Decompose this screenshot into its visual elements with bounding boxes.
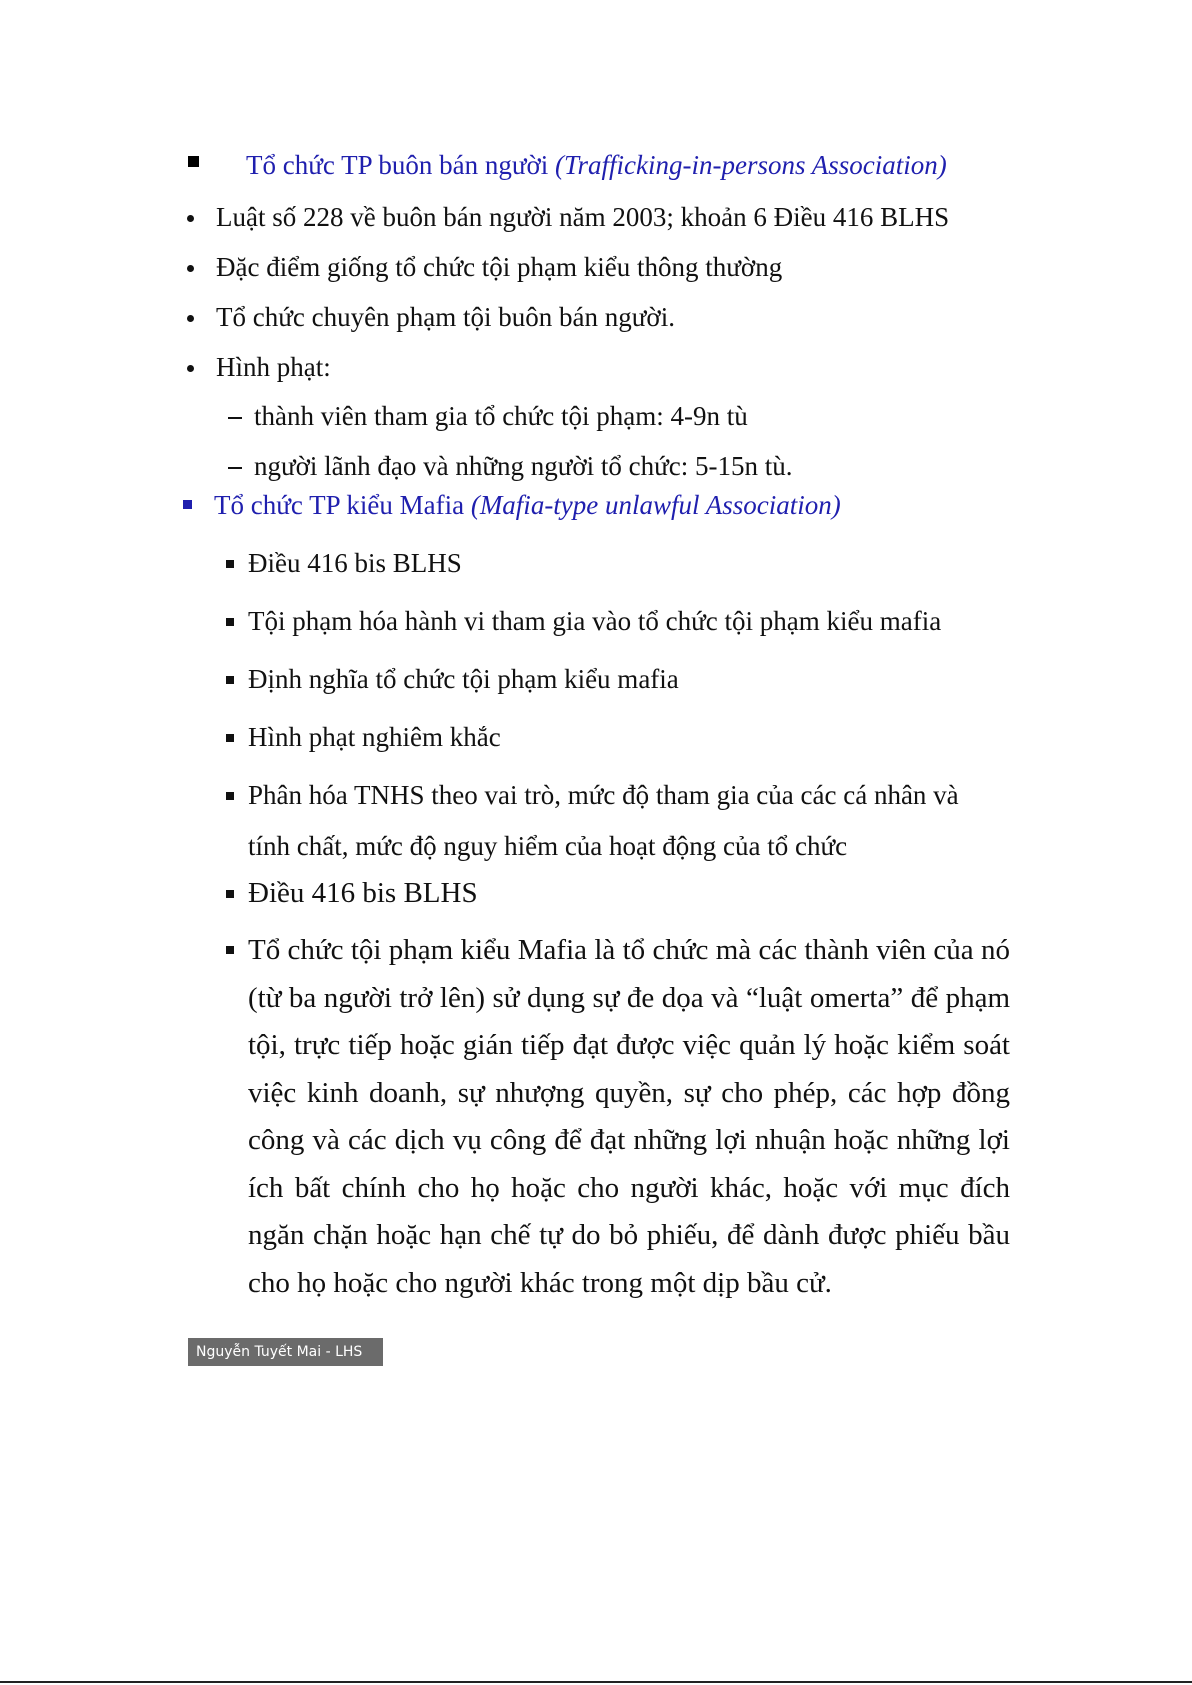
small-square-bullet-icon [226, 890, 234, 898]
heading-en: (Mafia-type unlawful Association) [470, 490, 841, 520]
section-heading-mafia [214, 488, 841, 522]
round-bullet-icon [187, 265, 194, 272]
small-square-bullet-icon [226, 946, 234, 954]
small-square-bullet-icon [226, 560, 234, 568]
small-square-bullet-icon [226, 734, 234, 742]
round-bullet-icon [187, 365, 194, 372]
item-text: Điều 416 bis BLHS [248, 548, 462, 578]
small-square-bullet-icon [226, 618, 234, 626]
item-text: Phân hóa TNHS theo vai trò, mức độ tham gia của các cá nhân và [248, 780, 959, 810]
definition-paragraph: Tổ chức tội phạm kiểu Mafia là tổ chức mà các thành viên của nó (từ ba người trở lên) sử dụng sự đe dọa và “luật omerta” để phạm tội, trực tiếp hoặc gián tiếp đạt được việc quản lý hoặc kiểm soát việc kinh doanh, sự nhượng quyền, sự cho phép, các hợp đồng công và các dịch vụ công để đạt những lợi nhuận hoặc những lợi ích bất chính cho họ hoặc cho người khác, hoặc với mục đích ngăn chặn hoặc hạn chế tự do bỏ phiếu, để dành được phiếu bầu cho họ hoặc cho người khác trong một dịp bầu cử. [248, 934, 1010, 1299]
bottom-divider [0, 1681, 1192, 1683]
square-bullet-icon [188, 156, 199, 167]
author-tag: Nguyễn Tuyết Mai - LHS [188, 1338, 383, 1366]
bullet-text: Luật số 228 về buôn bán người năm 2003; khoản 6 Điều 416 BLHS [216, 202, 950, 232]
dash-text: người lãnh đạo và những người tổ chức: 5-15n tù. [254, 451, 793, 481]
bullet-text: Đặc điểm giống tổ chức tội phạm kiểu thông thường [216, 252, 783, 282]
section-heading-trafficking [246, 148, 947, 182]
heading-vi: Tổ chức TP kiểu Mafia [214, 490, 465, 520]
item-text: Điều 416 bis BLHS [248, 877, 478, 909]
item-text: Hình phạt nghiêm khắc [248, 722, 501, 752]
dash-text: thành viên tham gia tổ chức tội phạm: 4-9n tù [254, 401, 748, 431]
small-square-bullet-icon [226, 792, 234, 800]
round-bullet-icon [187, 315, 194, 322]
round-bullet-icon [187, 215, 194, 222]
heading-vi: Tổ chức TP buôn bán người [246, 150, 549, 180]
heading-en: (Trafficking-in-persons Association) [555, 150, 947, 180]
item-text-continuation: tính chất, mức độ nguy hiểm của hoạt động của tổ chức [248, 831, 848, 861]
square-bullet-icon [183, 500, 192, 509]
item-text: Định nghĩa tổ chức tội phạm kiểu mafia [248, 664, 679, 694]
bullet-text: Hình phạt: [216, 352, 331, 382]
bullet-text: Tổ chức chuyên phạm tội buôn bán người. [216, 302, 675, 332]
dash-bullet-icon [228, 467, 242, 469]
item-text: Tội phạm hóa hành vi tham gia vào tổ chức tội phạm kiểu mafia [248, 606, 942, 636]
dash-bullet-icon [228, 417, 242, 419]
small-square-bullet-icon [226, 676, 234, 684]
